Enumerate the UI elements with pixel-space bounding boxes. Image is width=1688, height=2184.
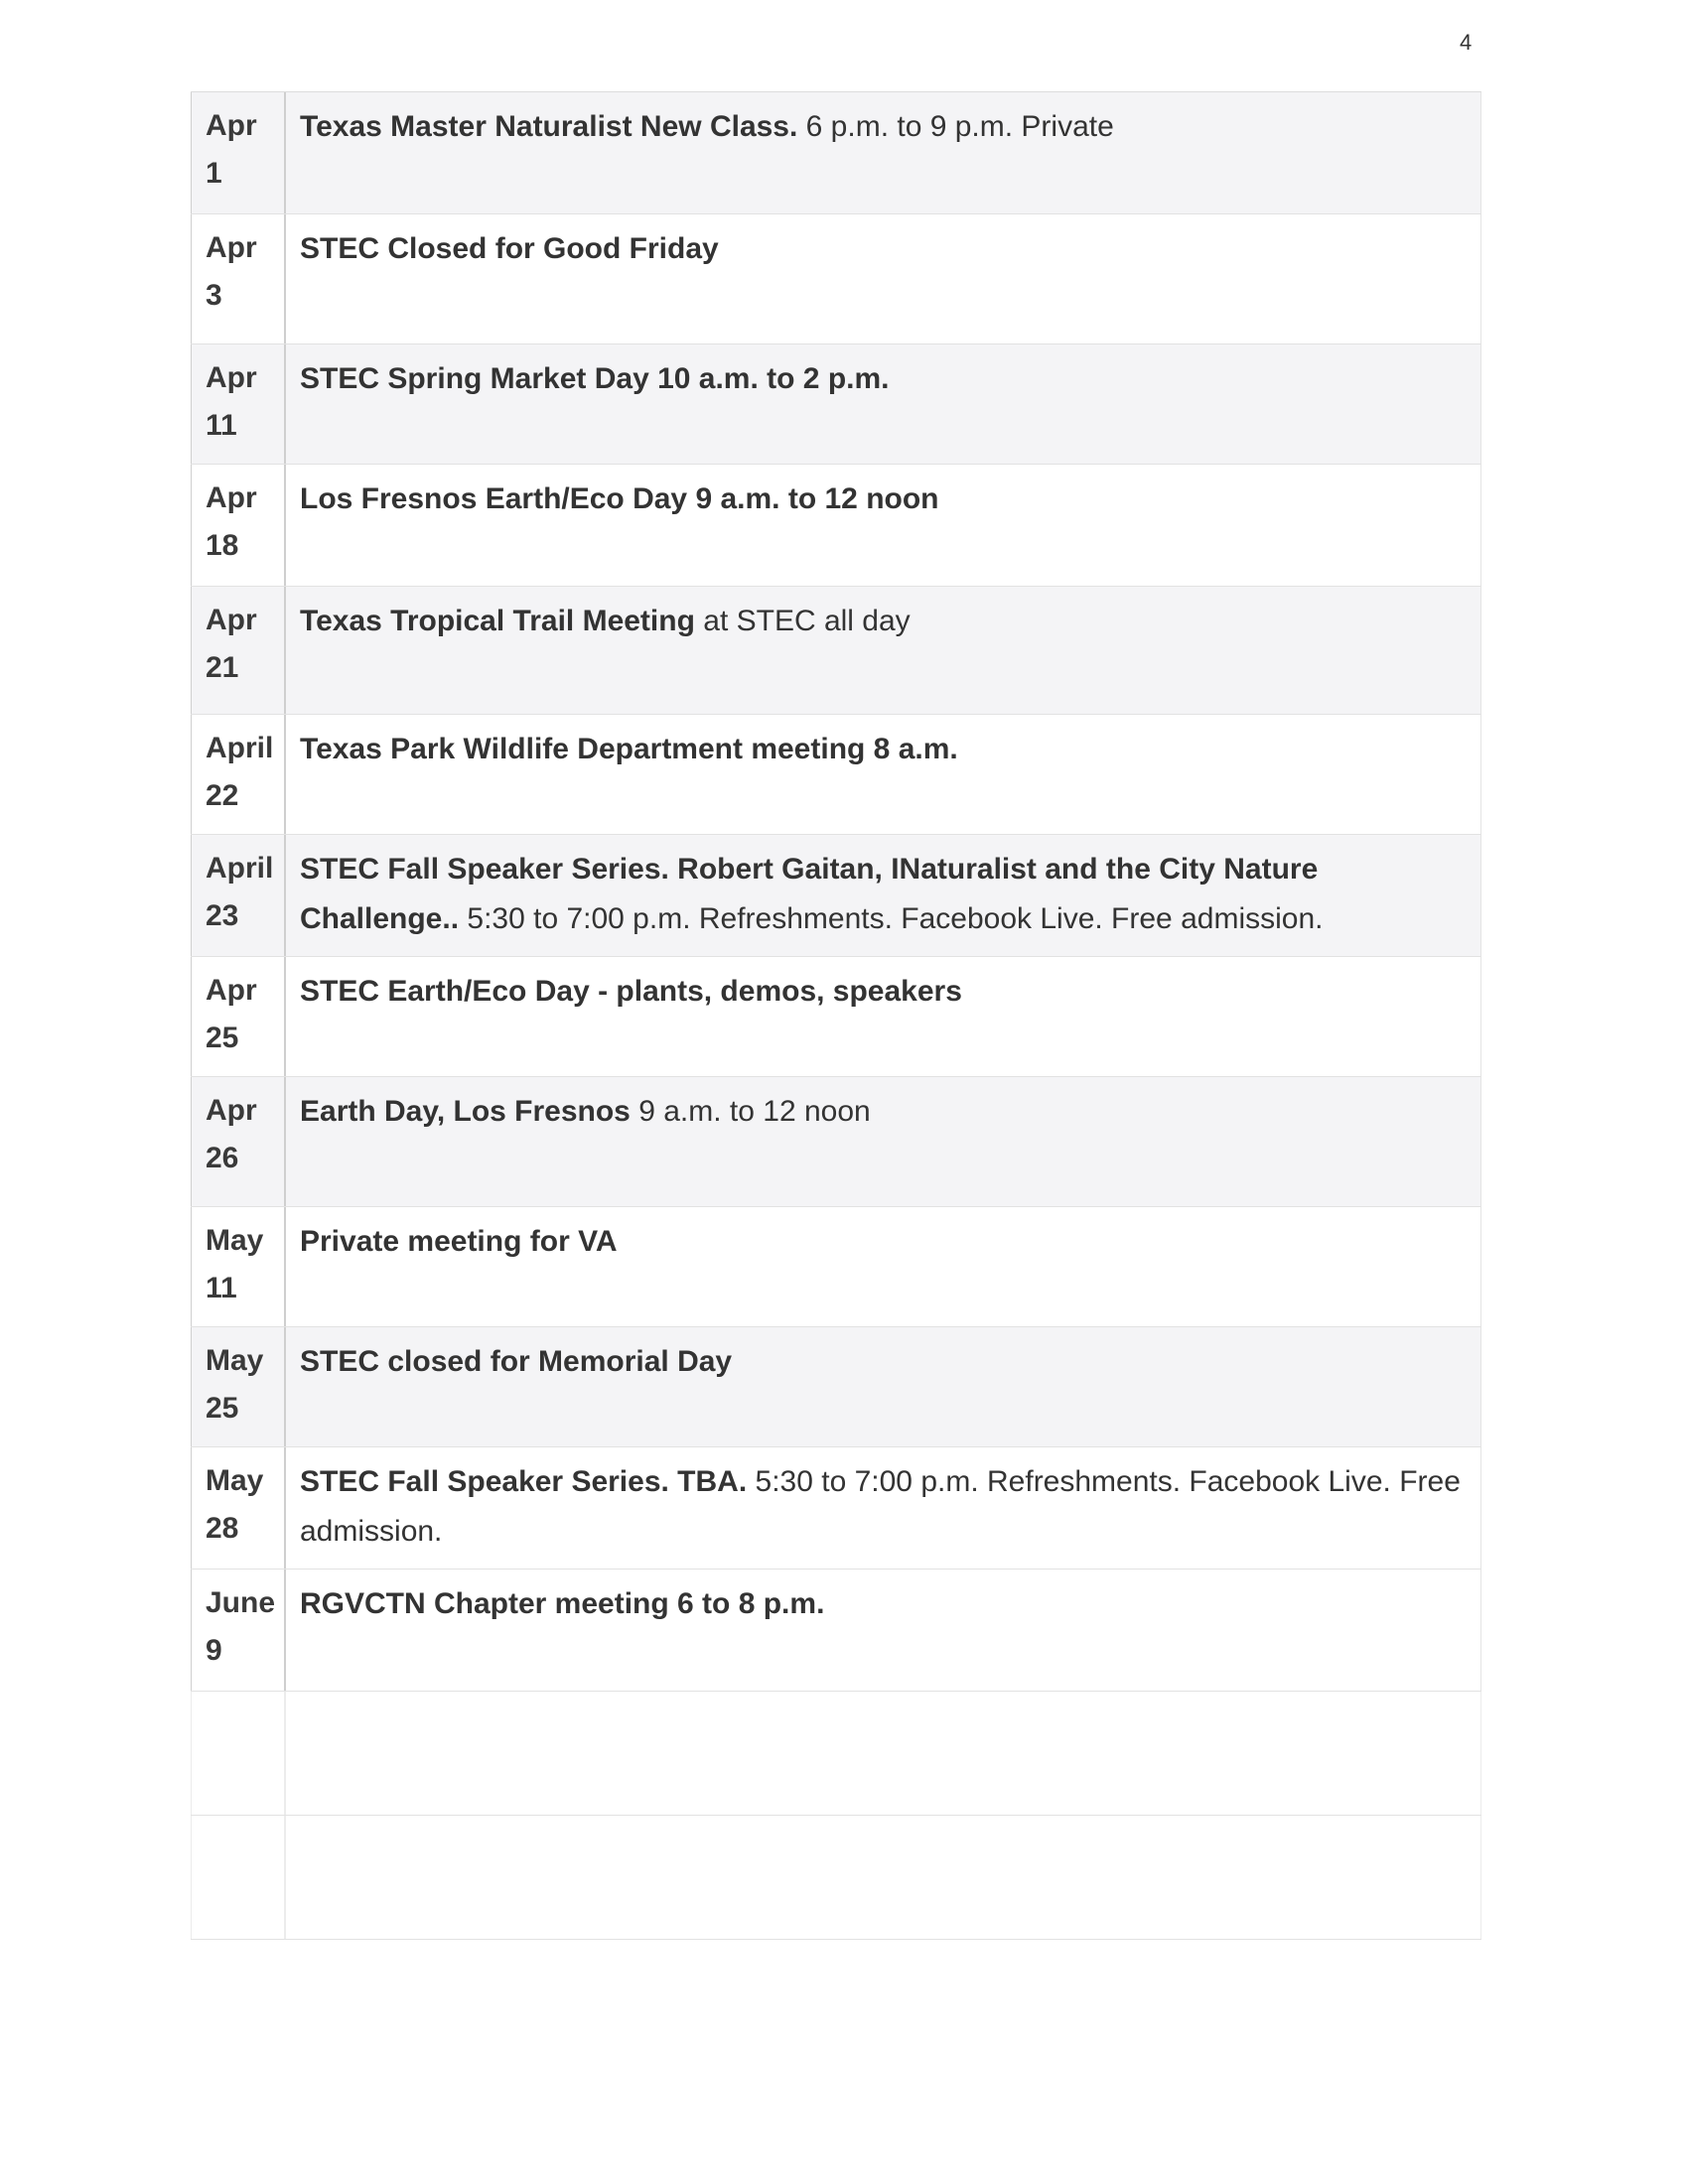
event-date [191, 92, 286, 213]
event-details: 6 p.m. to 9 p.m. Private [797, 110, 1114, 143]
event-day: 21 [206, 651, 239, 684]
event-month: Apr [206, 231, 257, 264]
event-description [286, 1570, 1481, 1691]
table-row [191, 1207, 1481, 1327]
event-date [191, 1570, 286, 1691]
event-day: 1 [206, 157, 222, 190]
event-title: STEC Earth/Eco Day - plants, demos, speakers [300, 975, 962, 1008]
event-title: STEC Fall Speaker Series. Robert Gaitan, INaturalist and the City Nature Challenge.. [300, 853, 1319, 935]
event-date [191, 1327, 286, 1446]
event-description [286, 1816, 1481, 1939]
event-details: at STEC all day [694, 605, 911, 637]
event-month: May [206, 1344, 264, 1377]
table-row [191, 344, 1481, 465]
event-description [286, 344, 1481, 464]
event-date [191, 1692, 286, 1815]
event-date [191, 214, 286, 343]
table-row [191, 1816, 1481, 1940]
event-month: May [206, 1224, 264, 1257]
event-title: Los Fresnos Earth/Eco Day 9 a.m. to 12 noon [300, 482, 939, 515]
event-month: April [206, 732, 274, 764]
event-month: Apr [206, 604, 257, 636]
event-month: June [206, 1586, 276, 1619]
event-details: 5:30 to 7:00 p.m. Refreshments. Facebook Live. Free admission. [459, 902, 1324, 935]
event-day: 22 [206, 779, 239, 812]
table-row [191, 1692, 1481, 1816]
events-table [191, 91, 1481, 1940]
event-day: 25 [206, 1022, 239, 1054]
table-row [191, 957, 1481, 1077]
event-date [191, 344, 286, 464]
event-description [286, 835, 1481, 956]
table-row [191, 92, 1481, 214]
table-row [191, 465, 1481, 587]
event-title: STEC Fall Speaker Series. TBA. [300, 1465, 748, 1498]
event-month: May [206, 1464, 264, 1497]
event-day: 28 [206, 1512, 239, 1545]
event-description [286, 1327, 1481, 1446]
event-day: 11 [206, 409, 237, 442]
event-day: 25 [206, 1392, 239, 1425]
event-description [286, 92, 1481, 213]
event-description [286, 1207, 1481, 1326]
event-day: 18 [206, 529, 239, 562]
event-details: 5:30 to 7:00 p.m. Refreshments. Facebook Live. Free admission. [300, 1465, 1461, 1548]
event-date [191, 1077, 286, 1206]
event-title: STEC closed for Memorial Day [300, 1345, 733, 1378]
event-description [286, 957, 1481, 1076]
table-row [191, 715, 1481, 835]
event-month: Apr [206, 1094, 257, 1127]
page-number: 4 [1460, 30, 1473, 55]
event-date [191, 587, 286, 714]
event-date [191, 465, 286, 586]
event-title: Texas Master Naturalist New Class. [300, 110, 798, 143]
event-date [191, 1207, 286, 1326]
table-row [191, 835, 1481, 957]
event-month: Apr [206, 361, 257, 394]
event-date [191, 1816, 286, 1939]
event-description [286, 715, 1481, 834]
event-description [286, 1692, 1481, 1815]
event-description [286, 214, 1481, 343]
event-title: STEC Closed for Good Friday [300, 232, 719, 265]
event-date [191, 957, 286, 1076]
event-date [191, 715, 286, 834]
event-day: 23 [206, 899, 239, 932]
event-month: Apr [206, 109, 257, 142]
table-row [191, 1447, 1481, 1570]
event-title: RGVCTN Chapter meeting 6 to 8 p.m. [300, 1587, 825, 1620]
table-row [191, 1570, 1481, 1692]
event-day: 11 [206, 1272, 237, 1304]
event-month: Apr [206, 481, 257, 514]
event-description [286, 465, 1481, 586]
event-title: Texas Tropical Trail Meeting [300, 605, 695, 637]
table-row [191, 587, 1481, 715]
event-day: 9 [206, 1634, 222, 1667]
event-title: Private meeting for VA [300, 1225, 618, 1258]
event-description [286, 587, 1481, 714]
event-month: Apr [206, 974, 257, 1007]
event-day: 26 [206, 1142, 239, 1174]
event-title: STEC Spring Market Day 10 a.m. to 2 p.m. [300, 362, 890, 395]
table-row [191, 1077, 1481, 1207]
event-title: Earth Day, Los Fresnos [300, 1095, 631, 1128]
table-row [191, 214, 1481, 344]
event-date [191, 835, 286, 956]
event-description [286, 1077, 1481, 1206]
table-row [191, 1327, 1481, 1447]
event-title: Texas Park Wildlife Department meeting 8 a.m. [300, 733, 958, 765]
event-day: 3 [206, 279, 222, 312]
event-date [191, 1447, 286, 1569]
event-description [286, 1447, 1481, 1569]
event-details: 9 a.m. to 12 noon [630, 1095, 871, 1128]
event-month: April [206, 852, 274, 885]
